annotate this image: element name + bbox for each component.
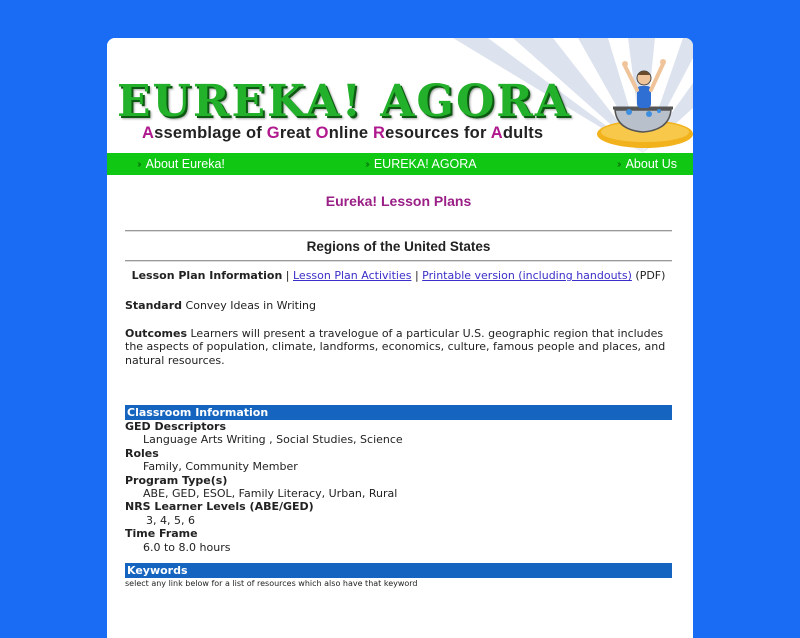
classroom-info-header: Classroom Information <box>125 405 672 420</box>
nav-about-eureka[interactable] <box>137 157 225 171</box>
subnav-sep: | <box>414 269 419 282</box>
double-arrow-icon: ›› <box>137 158 140 170</box>
page-heading: Eureka! Lesson Plans <box>325 193 472 209</box>
pdf-note: (PDF) <box>635 269 666 282</box>
page-container <box>107 38 693 638</box>
double-arrow-icon: ›› <box>365 158 368 170</box>
field-label: Program Type(s) <box>125 473 228 487</box>
outcomes-value: Learners will present a travelogue of a particular U.S. geographic region that includes the aspects of population, climate, landforms, economics, culture, famous people and places, and natural resources. <box>125 326 666 367</box>
classroom-info-list <box>125 420 672 554</box>
nav-eureka-agora[interactable] <box>365 157 476 171</box>
field-value: 6.0 to 8.0 hours <box>143 540 231 554</box>
subnav-current: Lesson Plan Information <box>131 269 283 282</box>
standard-value: Convey Ideas in Writing <box>185 299 316 312</box>
outcomes-paragraph <box>125 327 672 368</box>
field-label: NRS Learner Levels (ABE/GED) <box>125 500 314 514</box>
field-label: Time Frame <box>125 527 198 541</box>
site-tagline: Assemblage of Great Online Resources for Adults <box>142 124 544 142</box>
field-label: Roles <box>125 446 159 460</box>
divider <box>125 260 672 262</box>
nav-about-us[interactable] <box>617 157 677 171</box>
keywords-header: Keywords <box>125 563 672 578</box>
plan-title: Regions of the United States <box>306 239 491 254</box>
field-value: Family, Community Member <box>143 460 298 474</box>
nav-label: About Us <box>625 157 677 171</box>
outcomes-label: Outcomes <box>125 326 187 340</box>
main-content <box>107 193 693 588</box>
standard-label: Standard <box>125 299 183 312</box>
subnav-sep: | <box>285 269 290 282</box>
lesson-subnav <box>125 269 672 282</box>
field-label: GED Descriptors <box>125 420 227 433</box>
nav-label: About Eureka! <box>145 157 225 171</box>
keywords-note: select any link below for a list of resources which also have that keyword <box>125 579 418 589</box>
main-nav-bar <box>107 153 693 175</box>
site-logo-title[interactable]: EUREKA! AGORA <box>117 76 571 127</box>
field-value: Language Arts Writing , Social Studies, Science <box>143 433 403 447</box>
standard-paragraph <box>125 299 672 313</box>
link-printable-version[interactable]: Printable version (including handouts) <box>422 269 632 282</box>
link-lesson-activities[interactable]: Lesson Plan Activities <box>293 269 412 282</box>
field-value: 3, 4, 5, 6 <box>146 513 195 527</box>
field-value: ABE, GED, ESOL, Family Literacy, Urban, Rural <box>143 487 398 501</box>
double-arrow-icon: ›› <box>616 158 620 170</box>
bathtub-figure-icon <box>589 52 693 152</box>
nav-label: EUREKA! AGORA <box>373 157 477 171</box>
site-banner <box>107 38 693 153</box>
